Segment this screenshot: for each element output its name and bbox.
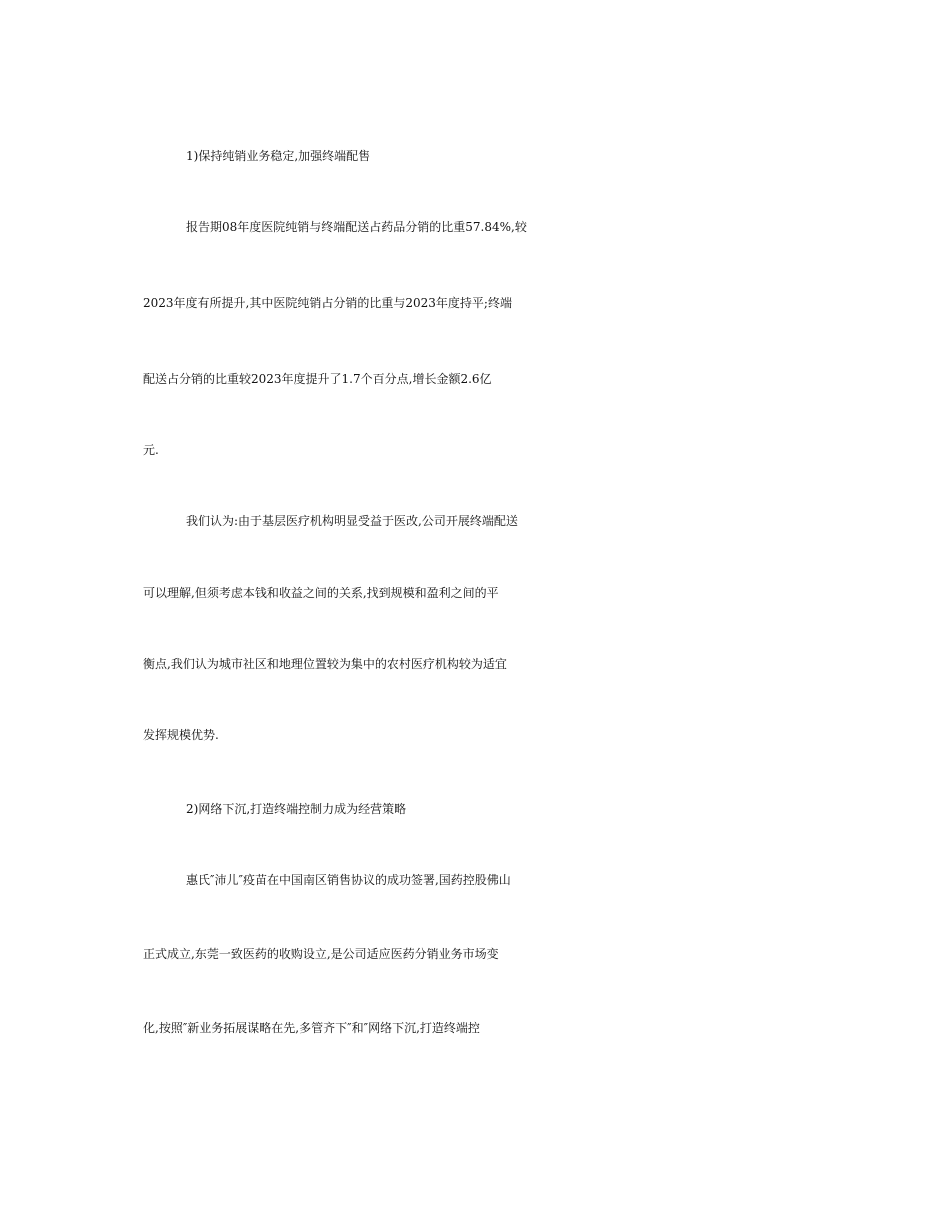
paragraph-line: 报告期08年度医院纯销与终端配送占药品分销的比重57.84%,较 [186, 220, 527, 234]
heading-2: 2)网络下沉,打造终端控制力成为经营策略 [186, 802, 407, 816]
paragraph-line: 2023年度有所提升,其中医院纯销占分销的比重与2023年度持平;终端 [143, 296, 512, 310]
paragraph-line: 化,按照″新业务拓展谋略在先,多管齐下″和″网络下沉,打造终端控 [143, 1021, 480, 1035]
paragraph-line: 正式成立,东莞一致医药的收购设立,是公司适应医药分销业务市场变 [143, 947, 499, 961]
paragraph-line: 可以理解,但须考虑本钱和收益之间的关系,找到规模和盈利之间的平 [143, 586, 499, 600]
paragraph-line: 发挥规模优势. [143, 728, 219, 742]
paragraph-line: 我们认为:由于基层医疗机构明显受益于医改,公司开展终端配送 [186, 514, 518, 528]
paragraph-line: 配送占分销的比重较2023年度提升了1.7个百分点,增长金额2.6亿 [143, 372, 492, 386]
heading-1: 1)保持纯销业务稳定,加强终端配售 [186, 149, 371, 163]
paragraph-line: 惠氏″沛儿″疫苗在中国南区销售协议的成功签署,国药控股佛山 [186, 873, 511, 887]
paragraph-line: 衡点,我们认为城市社区和地理位置较为集中的农村医疗机构较为适宜 [143, 657, 507, 671]
paragraph-line: 元. [143, 443, 159, 457]
